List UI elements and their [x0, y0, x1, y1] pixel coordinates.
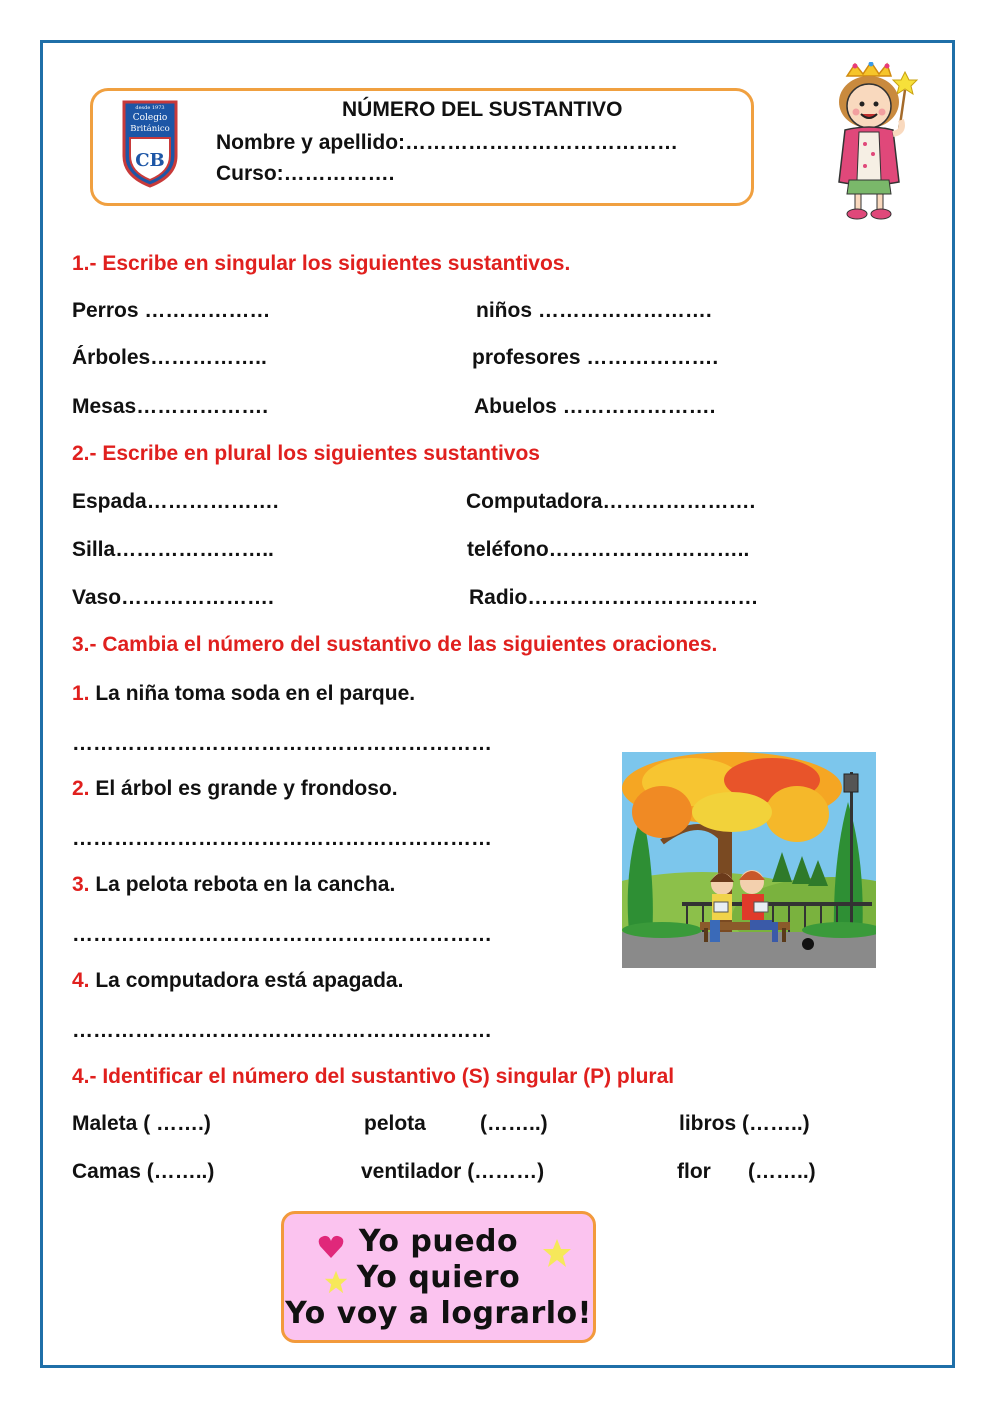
motto-box [281, 1211, 596, 1343]
plural-item-silla: Silla………………….. [72, 538, 274, 561]
identify-item-pelota-blank: (……..) [480, 1112, 548, 1135]
sentence-2 [72, 777, 398, 801]
course-field-line: Curso:……………. [216, 162, 395, 185]
singular-item-arboles: Árboles…………….. [72, 346, 267, 369]
plural-item-telefono: teléfono……………………….. [467, 538, 750, 561]
identify-item-ventilador: ventilador (………) [361, 1160, 545, 1183]
plural-item-espada: Espada………………. [72, 490, 279, 513]
princess-girl-illustration [825, 62, 925, 224]
singular-item-profesores: profesores ………………. [472, 346, 719, 369]
identify-item-flor-blank: (……..) [748, 1160, 816, 1183]
school-crest-logo [120, 98, 180, 190]
sentence-4-number: 4. [72, 969, 90, 992]
plural-item-vaso: Vaso…………………. [72, 586, 274, 609]
plural-item-computadora: Computadora…………………. [466, 490, 756, 513]
name-field-line: Nombre y apellido:………………………………… [216, 131, 679, 154]
crest-text-colegio: Colegio [132, 113, 168, 123]
section-4-heading: 4.- Identificar el número del sustantivo (S) singular (P) plural [72, 1065, 675, 1088]
section-1-heading: 1.- Escribe en singular los siguientes sustantivos. [72, 252, 571, 275]
sentence-3 [72, 873, 395, 897]
answer-line-3: …………………………………………………… [72, 923, 492, 946]
identify-item-libros: libros (……..) [679, 1112, 810, 1135]
sentence-1 [72, 682, 415, 706]
singular-item-ninos: niños ……………………. [476, 299, 712, 322]
singular-item-perros: Perros ……………… [72, 299, 271, 322]
answer-line-1: …………………………………………………… [72, 732, 492, 755]
crest-text-since: desde 1973 [135, 105, 165, 111]
sentence-1-number: 1. [72, 682, 90, 705]
sentence-2-text: El árbol es grande y frondoso. [95, 777, 398, 800]
answer-line-4: …………………………………………………… [72, 1019, 492, 1042]
motto-line-3: Yo voy a lograrlo! [285, 1296, 592, 1331]
singular-item-mesas: Mesas………………. [72, 395, 269, 418]
sentence-3-number: 3. [72, 873, 90, 896]
crest-text-initials: CB [135, 150, 165, 171]
plural-item-radio: Radio…………………………… [469, 586, 759, 609]
crest-text-britanico: Británico [130, 124, 170, 134]
sentence-1-text: La niña toma soda en el parque. [95, 682, 416, 705]
page-title: NÚMERO DEL SUSTANTIVO [342, 98, 623, 121]
park-children-illustration [622, 752, 876, 968]
answer-line-2: …………………………………………………… [72, 827, 492, 850]
identify-item-flor: flor [677, 1160, 711, 1183]
identify-item-pelota: pelota [364, 1112, 426, 1135]
identify-item-maleta: Maleta ( …….) [72, 1112, 211, 1135]
sentence-3-text: La pelota rebota en la cancha. [95, 873, 396, 896]
section-3-heading: 3.- Cambia el número del sustantivo de las siguientes oraciones. [72, 633, 718, 656]
sentence-4 [72, 969, 403, 993]
identify-item-camas: Camas (……..) [72, 1160, 215, 1183]
sentence-4-text: La computadora está apagada. [95, 969, 404, 992]
motto-line-2: Yo quiero [356, 1260, 521, 1295]
section-2-heading: 2.- Escribe en plural los siguientes sustantivos [72, 442, 540, 465]
motto-line-1: Yo puedo [358, 1224, 519, 1259]
singular-item-abuelos: Abuelos …………………. [474, 395, 716, 418]
sentence-2-number: 2. [72, 777, 90, 800]
